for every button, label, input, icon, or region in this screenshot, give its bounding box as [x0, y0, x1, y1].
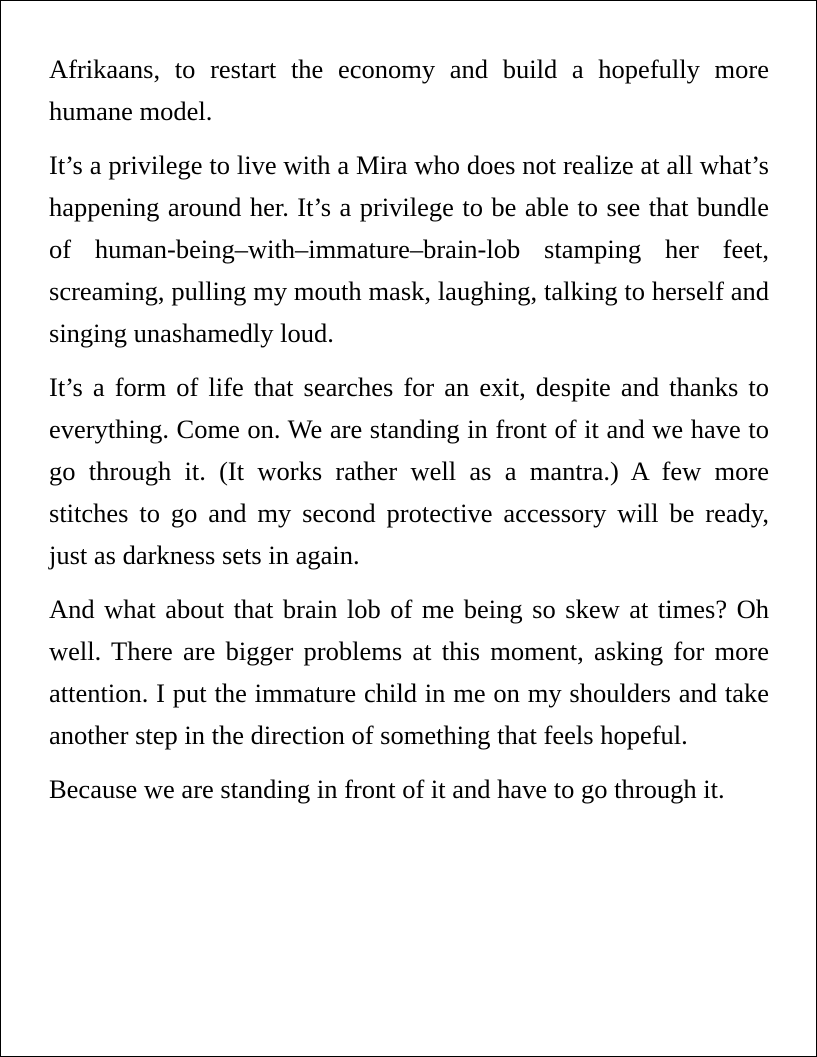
body-text [49, 48, 769, 822]
paragraph-3: It’s a form of life that searches for an exit, despite and thanks to everything. Come on. We are standing in front of it and we have to go through it. (It works rather well as a mantra.) A few more stitches to go and my second protective accessory will be ready, just as darkness sets in again. [49, 372, 769, 570]
paragraph-2: It’s a privilege to live with a Mira who does not realize at all what’s happening around her. It’s a privilege to be able to see that bundle of human-being–with–immature–brain-lob stamping her feet, screaming, pulling my mouth mask, laughing, talking to herself and singing unashamedly loud. [49, 150, 769, 348]
paragraph-1: Afrikaans, to restart the economy and build a hopefully more humane model. [49, 54, 769, 126]
paragraph-5: Because we are standing in front of it and have to go through it. [49, 774, 725, 804]
paragraph-4: And what about that brain lob of me being so skew at times? Oh well. There are bigger problems at this moment, asking for more attention. I put the immature child in me on my shoulders and take another step in the direction of something that feels hopeful. [49, 594, 769, 750]
